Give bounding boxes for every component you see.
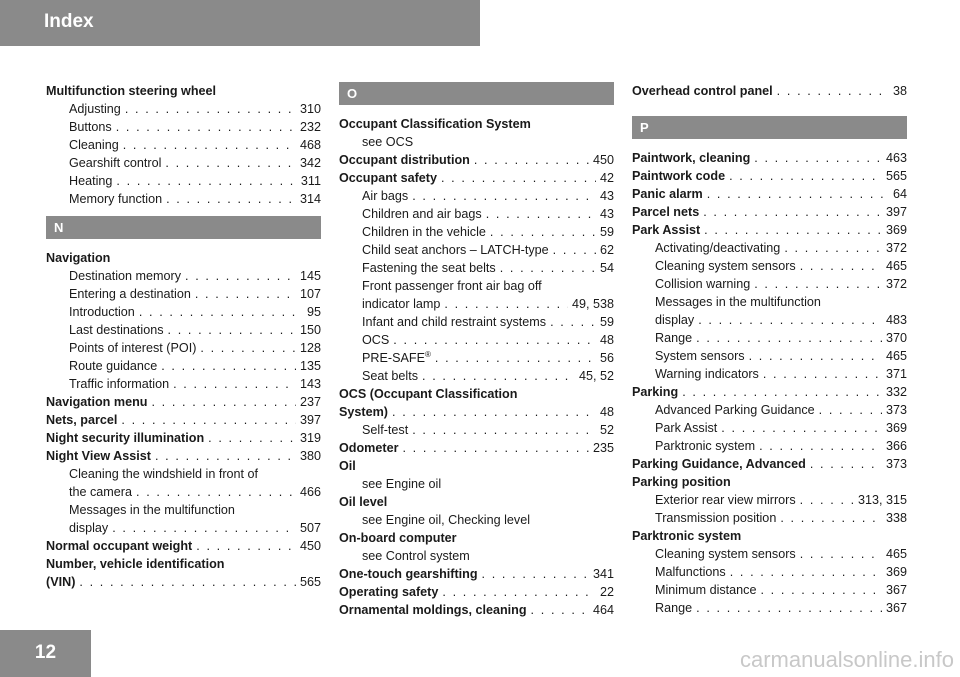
index-page-ref: 483 <box>885 313 907 327</box>
leader-dots <box>682 383 882 401</box>
page-title: Index <box>44 11 94 32</box>
index-entry-label: Child seat anchors – LATCH-type <box>362 243 549 257</box>
index-page-ref: 48 <box>599 405 614 419</box>
leader-dots <box>441 169 596 187</box>
index-page-ref: 332 <box>885 385 907 399</box>
index-entry <box>46 429 321 447</box>
index-see-reference: see Engine oil <box>362 477 442 491</box>
leader-dots <box>166 190 296 208</box>
index-page-ref: 565 <box>885 169 907 183</box>
leader-dots <box>819 401 882 419</box>
index-entry <box>632 509 907 527</box>
leader-dots <box>412 421 596 439</box>
index-entry <box>339 367 614 385</box>
index-entry-label: Adjusting <box>69 102 121 116</box>
index-entry <box>632 365 907 383</box>
index-entry <box>46 573 321 591</box>
index-entry <box>632 401 907 419</box>
leader-dots <box>412 187 596 205</box>
index-page-ref: 397 <box>885 205 907 219</box>
index-entry <box>632 185 907 203</box>
index-page-ref: 372 <box>885 277 907 291</box>
index-entry-label: Fastening the seat belts <box>362 261 496 275</box>
leader-dots <box>553 241 596 259</box>
leader-dots <box>696 599 882 617</box>
index-entry <box>632 221 907 239</box>
index-page-ref: 371 <box>885 367 907 381</box>
index-heading: Oil level <box>339 495 388 509</box>
index-see-reference: see Control system <box>362 549 470 563</box>
index-entry-label: the camera <box>69 485 132 499</box>
index-entry-label: Air bags <box>362 189 409 203</box>
leader-dots <box>208 429 296 447</box>
leader-dots <box>704 221 882 239</box>
index-see-reference: see Engine oil, Checking level <box>362 513 531 527</box>
leader-dots <box>112 519 296 537</box>
index-entry-label: Cleaning system sensors <box>655 259 796 273</box>
index-entry <box>632 167 907 185</box>
leader-dots <box>474 151 589 169</box>
index-entry <box>632 329 907 347</box>
index-column-2 <box>339 82 614 619</box>
leader-dots <box>196 537 296 555</box>
index-entry <box>46 303 321 321</box>
index-page-ref: 373 <box>885 403 907 417</box>
index-page-ref: 22 <box>599 585 614 599</box>
index-subtext: Messages in the multifunction <box>69 503 235 517</box>
leader-dots <box>696 329 882 347</box>
leader-dots <box>763 365 882 383</box>
leader-dots <box>435 349 596 367</box>
index-heading: Multifunction steering wheel <box>46 84 217 98</box>
index-page-ref: 150 <box>299 323 321 337</box>
index-entry <box>339 403 614 421</box>
index-page-ref: 369 <box>885 223 907 237</box>
index-entry <box>339 241 614 259</box>
index-entry-label: Night security illumination <box>46 431 205 445</box>
index-page-ref: 565 <box>299 575 321 589</box>
header-bar <box>0 0 480 46</box>
index-entry-label: Children in the vehicle <box>362 225 486 239</box>
index-page-ref: 48 <box>599 333 614 347</box>
index-page-ref: 143 <box>299 377 321 391</box>
index-page-ref: 319 <box>299 431 321 445</box>
index-entry-label: Route guidance <box>69 359 158 373</box>
leader-dots <box>777 82 889 100</box>
leader-dots <box>810 455 882 473</box>
section-letter-p: P <box>632 116 907 139</box>
leader-dots <box>402 439 589 457</box>
index-page-ref: 466 <box>299 485 321 499</box>
index-entry <box>339 421 614 439</box>
index-page-ref: 465 <box>885 259 907 273</box>
leader-dots <box>707 185 889 203</box>
index-page-ref: 95 <box>306 305 321 319</box>
index-entry-label: Memory function <box>69 192 163 206</box>
index-page-ref: 311 <box>300 174 321 188</box>
leader-dots <box>422 367 575 385</box>
index-page-ref: 463 <box>885 151 907 165</box>
index-subtext: Cleaning the windshield in front of <box>69 467 259 481</box>
index-page-ref: 135 <box>299 359 321 373</box>
index-page-ref: 367 <box>885 583 907 597</box>
leader-dots <box>760 581 882 599</box>
index-page-ref: 465 <box>885 547 907 561</box>
index-entry-label: indicator lamp <box>362 297 441 311</box>
index-page-ref: 366 <box>885 439 907 453</box>
leader-dots <box>200 339 296 357</box>
index-page-ref: 341 <box>592 567 614 581</box>
index-page-ref: 52 <box>599 423 614 437</box>
index-entry <box>632 437 907 455</box>
index-column-1 <box>46 82 321 591</box>
index-page-ref: 369 <box>885 421 907 435</box>
index-see-reference: see OCS <box>362 135 414 149</box>
index-subtext: Front passenger front air bag off <box>362 279 542 293</box>
index-page-ref: 56 <box>599 351 614 365</box>
index-page-ref: 128 <box>299 341 321 355</box>
leader-dots <box>123 136 296 154</box>
index-page-ref: 145 <box>299 269 321 283</box>
watermark: carmanualsonline.info <box>739 647 954 672</box>
index-entry-label: Overhead control panel <box>632 84 773 98</box>
index-page-ref: 237 <box>299 395 321 409</box>
index-page-ref: 464 <box>592 603 614 617</box>
index-entry <box>339 313 614 331</box>
leader-dots <box>151 393 296 411</box>
leader-dots <box>136 483 296 501</box>
leader-dots <box>442 583 596 601</box>
section-letter-o: O <box>339 82 614 105</box>
index-entry-label: Activating/deactivating <box>655 241 781 255</box>
index-entry-label: Parking <box>632 385 679 399</box>
index-entry-label: Heating <box>69 174 113 188</box>
leader-dots <box>444 295 568 313</box>
index-heading: Number, vehicle identification <box>46 557 225 571</box>
index-page-ref: 235 <box>592 441 614 455</box>
index-entry-label: Warning indicators <box>655 367 759 381</box>
index-entry <box>632 563 907 581</box>
index-page-ref: 373 <box>885 457 907 471</box>
index-entry-label: Cleaning system sensors <box>655 547 796 561</box>
index-entry <box>632 239 907 257</box>
index-entry-label: PRE-SAFE® <box>362 349 431 365</box>
leader-dots <box>780 509 882 527</box>
index-entry-label: Range <box>655 601 693 615</box>
index-page-ref: 59 <box>599 315 614 329</box>
index-entry <box>46 172 321 190</box>
index-entry-label: Range <box>655 331 693 345</box>
index-entry <box>339 295 614 313</box>
section-letter-n: N <box>46 216 321 239</box>
leader-dots <box>703 203 882 221</box>
index-entry <box>46 411 321 429</box>
index-subtext: Messages in the multifunction <box>655 295 821 309</box>
index-entry-label: Infant and child restraint systems <box>362 315 547 329</box>
index-entry <box>632 347 907 365</box>
index-heading: Occupant Classification System <box>339 117 531 131</box>
index-entry <box>46 267 321 285</box>
index-entry-label: Malfunctions <box>655 565 726 579</box>
leader-dots <box>698 311 882 329</box>
index-page-ref: 372 <box>885 241 907 255</box>
index-page-ref: 43 <box>599 207 614 221</box>
index-entry-label: Occupant distribution <box>339 153 470 167</box>
index-page-ref: 38 <box>892 84 907 98</box>
index-page-ref: 338 <box>885 511 907 525</box>
index-entry-label: Self-test <box>362 423 409 437</box>
leader-dots <box>482 565 589 583</box>
index-entry-label: Introduction <box>69 305 135 319</box>
index-entry-label: Night View Assist <box>46 449 151 463</box>
index-page-ref: 43 <box>599 189 614 203</box>
leader-dots <box>125 100 296 118</box>
leader-dots <box>500 259 596 277</box>
index-page-ref: 54 <box>599 261 614 275</box>
leader-dots <box>121 411 296 429</box>
index-heading: OCS (Occupant Classification <box>339 387 518 401</box>
leader-dots <box>754 149 882 167</box>
index-entry <box>339 331 614 349</box>
index-entry <box>632 545 907 563</box>
index-entry-label: (VIN) <box>46 575 76 589</box>
index-entry <box>46 154 321 172</box>
leader-dots <box>173 375 296 393</box>
index-entry <box>46 339 321 357</box>
index-entry-label: Odometer <box>339 441 399 455</box>
index-entry-label: System sensors <box>655 349 745 363</box>
index-page-ref: 369 <box>885 565 907 579</box>
index-entry <box>46 285 321 303</box>
index-page-ref: 380 <box>299 449 321 463</box>
index-page-ref: 367 <box>885 601 907 615</box>
leader-dots <box>800 545 882 563</box>
leader-dots <box>800 257 882 275</box>
leader-dots <box>161 357 296 375</box>
index-entry <box>46 537 321 555</box>
index-entry <box>632 149 907 167</box>
index-entry <box>46 190 321 208</box>
leader-dots <box>754 275 882 293</box>
index-entry-label: Points of interest (POI) <box>69 341 197 355</box>
index-page-ref: 310 <box>299 102 321 116</box>
index-entry-label: Minimum distance <box>655 583 757 597</box>
index-entry-label: Entering a destination <box>69 287 191 301</box>
index-page-ref: 468 <box>299 138 321 152</box>
index-column-3 <box>632 82 907 617</box>
index-entry-label: OCS <box>362 333 390 347</box>
index-entry <box>339 601 614 619</box>
index-entry <box>632 82 907 100</box>
index-entry-label: Collision warning <box>655 277 751 291</box>
index-entry-label: Panic alarm <box>632 187 703 201</box>
index-page-ref: 45, 52 <box>578 369 614 383</box>
index-entry-label: Parktronic system <box>655 439 756 453</box>
index-page-ref: 313, 315 <box>857 493 907 507</box>
index-entry-label: Normal occupant weight <box>46 539 193 553</box>
index-page-ref: 507 <box>299 521 321 535</box>
index-page-ref: 342 <box>299 156 321 170</box>
index-page-ref: 232 <box>299 120 321 134</box>
index-entry-label: Seat belts <box>362 369 419 383</box>
index-entry-label: Buttons <box>69 120 112 134</box>
page-number: 12 <box>34 642 57 663</box>
index-entry <box>339 349 614 367</box>
index-heading: Parking position <box>632 475 731 489</box>
index-entry-label: Transmission position <box>655 511 777 525</box>
index-page-ref: 370 <box>885 331 907 345</box>
index-entry <box>46 375 321 393</box>
index-page-ref: 107 <box>299 287 321 301</box>
index-entry-label: Last destinations <box>69 323 164 337</box>
index-entry-label: Operating safety <box>339 585 439 599</box>
index-entry-label: Nets, parcel <box>46 413 118 427</box>
index-entry <box>632 491 907 509</box>
index-entry <box>339 439 614 457</box>
index-entry-label: display <box>655 313 695 327</box>
index-entry <box>339 169 614 187</box>
index-entry-label: Ornamental moldings, cleaning <box>339 603 527 617</box>
leader-dots <box>195 285 296 303</box>
index-entry <box>632 455 907 473</box>
index-entry-label: Occupant safety <box>339 171 437 185</box>
index-heading: Navigation <box>46 251 111 265</box>
index-entry <box>632 311 907 329</box>
leader-dots <box>486 205 596 223</box>
index-entry <box>339 259 614 277</box>
index-page-ref: 42 <box>599 171 614 185</box>
index-entry-label: Cleaning <box>69 138 119 152</box>
index-entry <box>46 483 321 501</box>
index-heading: On-board computer <box>339 531 457 545</box>
index-entry <box>339 187 614 205</box>
index-entry-label: Children and air bags <box>362 207 482 221</box>
index-entry <box>632 275 907 293</box>
index-entry <box>339 583 614 601</box>
leader-dots <box>759 437 882 455</box>
index-entry-label: Gearshift control <box>69 156 162 170</box>
leader-dots <box>168 321 296 339</box>
index-page-ref: 450 <box>299 539 321 553</box>
leader-dots <box>550 313 596 331</box>
leader-dots <box>165 154 296 172</box>
index-entry-label: Paintwork code <box>632 169 726 183</box>
leader-dots <box>116 118 296 136</box>
index-page-ref: 62 <box>599 243 614 257</box>
index-entry-label: System) <box>339 405 388 419</box>
index-entry <box>339 205 614 223</box>
index-entry-label: Park Assist <box>655 421 718 435</box>
index-entry <box>46 519 321 537</box>
leader-dots <box>392 403 596 421</box>
index-entry <box>46 136 321 154</box>
leader-dots <box>139 303 303 321</box>
leader-dots <box>116 172 297 190</box>
index-heading: Oil <box>339 459 356 473</box>
index-page-ref: 49, 538 <box>571 297 614 311</box>
index-entry-label: Parking Guidance, Advanced <box>632 457 806 471</box>
index-entry-label: Destination memory <box>69 269 181 283</box>
index-entry-label: Advanced Parking Guidance <box>655 403 815 417</box>
leader-dots <box>721 419 882 437</box>
index-entry-label: Paintwork, cleaning <box>632 151 751 165</box>
index-entry <box>339 151 614 169</box>
index-heading: Parktronic system <box>632 529 742 543</box>
index-entry <box>339 565 614 583</box>
index-entry-label: Parcel nets <box>632 205 700 219</box>
index-page-ref: 64 <box>892 187 907 201</box>
index-entry <box>46 100 321 118</box>
index-page-ref: 450 <box>592 153 614 167</box>
index-entry-label: One-touch gearshifting <box>339 567 478 581</box>
index-entry-label: Park Assist <box>632 223 701 237</box>
index-page-ref: 59 <box>599 225 614 239</box>
leader-dots <box>79 573 296 591</box>
index-entry <box>632 581 907 599</box>
leader-dots <box>784 239 882 257</box>
index-entry <box>339 223 614 241</box>
index-entry <box>632 599 907 617</box>
index-entry <box>632 257 907 275</box>
leader-dots <box>749 347 882 365</box>
index-entry-label: Navigation menu <box>46 395 148 409</box>
index-entry <box>46 357 321 375</box>
index-entry-label: Traffic information <box>69 377 170 391</box>
index-page-ref: 465 <box>885 349 907 363</box>
leader-dots <box>729 167 882 185</box>
index-entry-label: Exterior rear view mirrors <box>655 493 796 507</box>
leader-dots <box>185 267 296 285</box>
index-entry-label: display <box>69 521 109 535</box>
index-entry <box>632 419 907 437</box>
leader-dots <box>800 491 854 509</box>
index-entry <box>46 447 321 465</box>
leader-dots <box>393 331 596 349</box>
leader-dots <box>155 447 296 465</box>
leader-dots <box>730 563 882 581</box>
index-page-ref: 314 <box>299 192 321 206</box>
page-number-box <box>0 630 91 677</box>
index-entry <box>46 118 321 136</box>
index-entry <box>46 393 321 411</box>
index-entry <box>46 321 321 339</box>
index-entry <box>632 203 907 221</box>
leader-dots <box>531 601 589 619</box>
leader-dots <box>490 223 596 241</box>
index-page-ref: 397 <box>299 413 321 427</box>
index-entry <box>632 383 907 401</box>
